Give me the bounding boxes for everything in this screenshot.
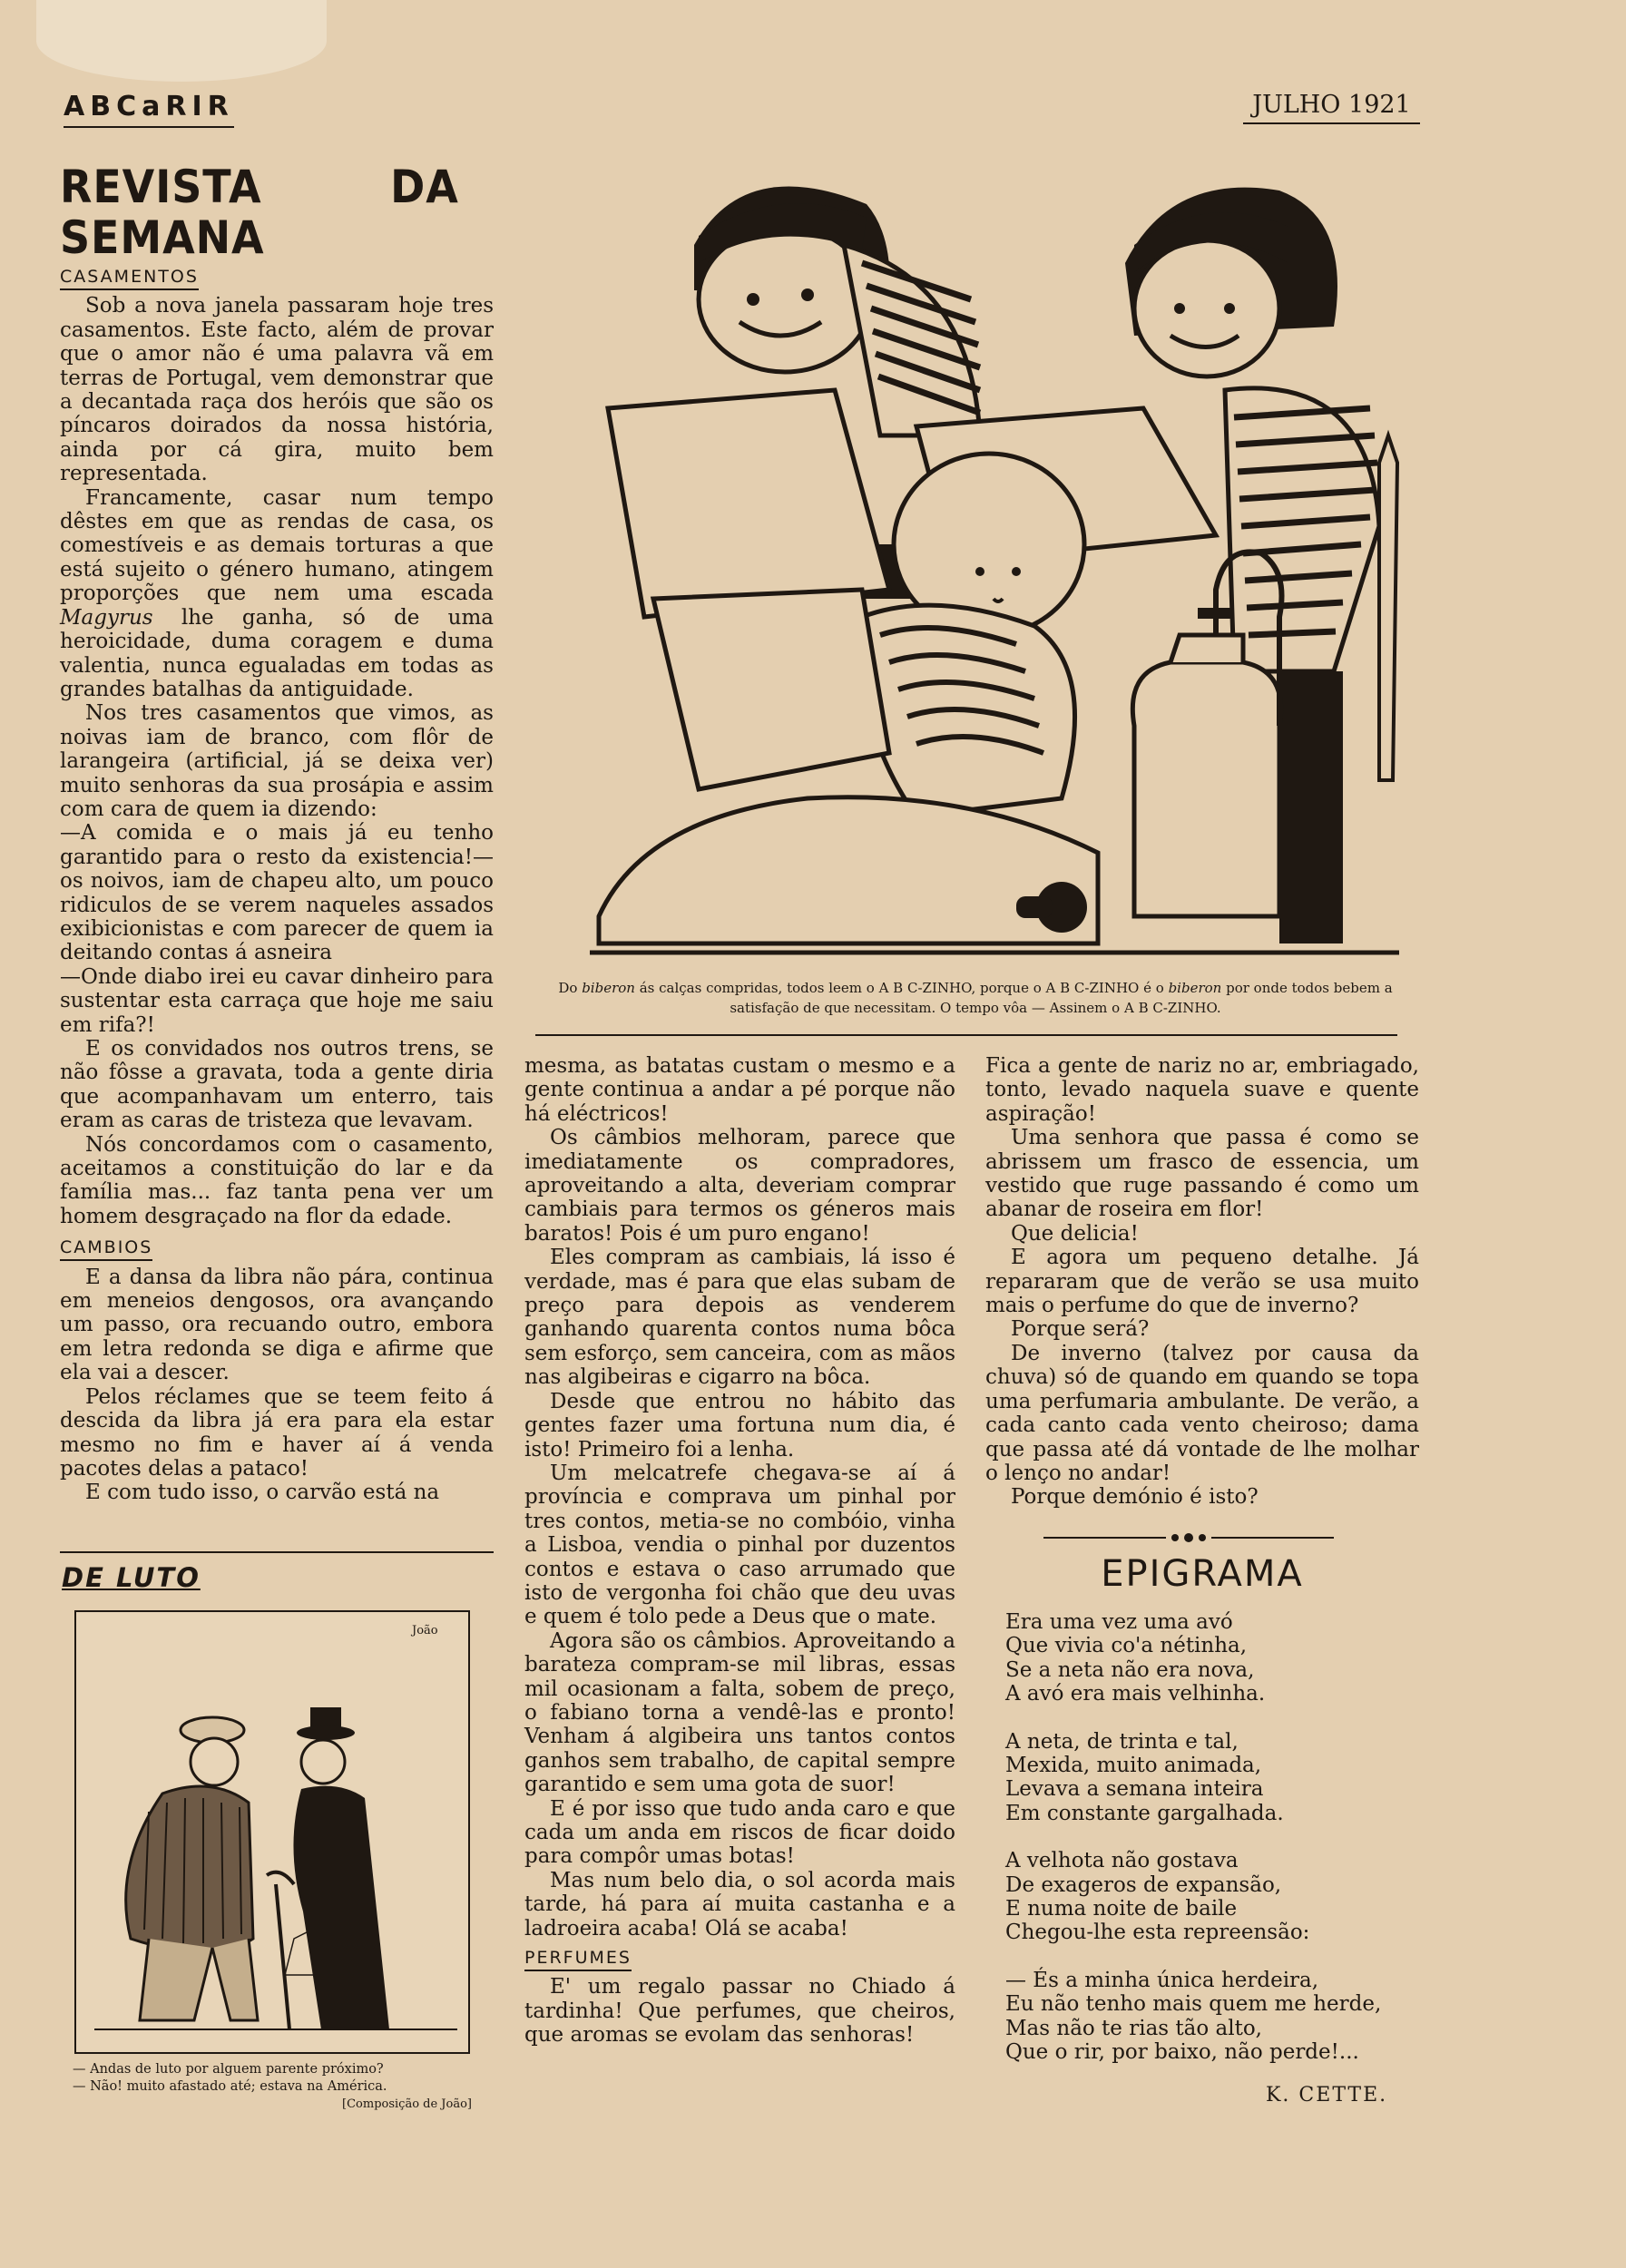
paragraph: Mas num belo dia, o sol acorda mais tarde, há para aí muita castanha e a ladroeira acaba! Olá se acaba!: [524, 1868, 955, 1941]
de-luto-title: DE LUTO: [62, 1562, 201, 1593]
paragraph: Porque será?: [1011, 1317, 1150, 1342]
dialog-line: — Andas de luto por alguem parente próximo?: [73, 2062, 384, 2077]
paper-stain: [36, 0, 327, 82]
issue-date: JULHO 1921: [1243, 91, 1420, 124]
paragraph: Um melcatrefe chegava-se aí á província e comprava um pinhal por tres contos, metia-se no combóio, vinha a Lisboa, vendia o pinhal por duzentos contos e estava o caso arrumado que isto de vergonha foi chão que deu uvas e quem é tolo pede a Deus que o mate.: [524, 1461, 955, 1629]
paragraph: Agora são os câmbios. Aproveitando a barateza compram-se mil libras, essas mil ocasionam a falta, sobem de preço, o fabiano torna a vendê-las e pronto! Venham á algibeira uns tantos contos ganhos sem trabalho, de capital sempre garantido e sem uma gota de suor!: [524, 1628, 955, 1797]
paragraph: E agora um pequeno detalhe. Já repararam que de verão se usa muito mais o perfume do que de inverno?: [985, 1246, 1419, 1318]
two-men-illustration: [76, 1612, 468, 2052]
poem-stanza: Era uma vez uma avó Que vivia co'a nétinha, Se a neta não era nova, A avó era mais velhinha.: [1005, 1610, 1266, 1706]
section-rule: [60, 1551, 494, 1553]
epigrama-poem: [1005, 1610, 1432, 2088]
paragraph: mesma, as batatas custam o mesmo e a gente continua a andar a pé porque não há eléctricos!: [524, 1054, 955, 1126]
paragraph: Os câmbios melhoram, parece que imediatamente os compradores, aproveitando a alta, deveriam comprar cambiais para termos os géneros mais baratos! Pois é um puro engano!: [524, 1126, 955, 1246]
ornament-divider: [1043, 1529, 1334, 1547]
paragraph: Fica a gente de nariz no ar, embriagado, tonto, levado naquela suave e quente aspiração!: [985, 1054, 1419, 1126]
masthead-left: ABCaRIR: [64, 91, 234, 128]
paragraph: Pelos réclames que se teem feito á descida da libra já era para ela estar mesmo no fim e haver aí á venda pacotes delas a pataco!: [60, 1384, 494, 1481]
paragraph: E é por isso que tudo anda caro e que cada um anda em riscos de ficar doido para compôr umas botas!: [524, 1796, 955, 1869]
column-1: [60, 161, 494, 1505]
paragraph: E' um regalo passar no Chiado á tardinha! Que perfumes, que cheiros, que aromas se evolam das senhoras!: [524, 1975, 955, 2048]
paragraph: Nós concordamos com o casamento, aceitamos a constituição do lar e da família mas... faz tanta pena ver um homem desgraçado na flor da edade.: [60, 1132, 494, 1228]
cartoon-caption: Do biberon ás calças compridas, todos leem o A B C-ZINHO, porque o A B C-ZINHO é o biberon por onde todos bebem a satisfação de que necessitam. O tempo vôa — Assinem o A B C-ZINHO.: [558, 980, 1393, 1016]
paragraph: Desde que entrou no hábito das gentes fazer uma fortuna num dia, é isto! Primeiro foi a lenha.: [524, 1389, 955, 1461]
paragraph: E com tudo isso, o carvão está na: [85, 1481, 440, 1505]
column-2: [524, 1054, 955, 2048]
cartoon-signature: João: [412, 1624, 438, 1637]
paragraph: Que delicia!: [1011, 1221, 1139, 1246]
paragraph: De inverno (talvez por causa da chuva) só de quando em quando se topa uma perfumaria ambulante. De verão, a cada canto cada vento cheiroso; dama que passa até dá vontade de lhe molhar o lenço no andar!: [985, 1341, 1419, 1485]
poem-stanza: A neta, de trinta e tal, Mexida, muito animada, Levava a semana inteira Em constante gargalhada.: [1005, 1729, 1284, 1825]
de-luto-caption: [73, 2061, 472, 2113]
paragraph: —A comida e o mais já eu tenho garantido para o resto da existencia!— os noivos, iam de chapeu alto, um pouco ridiculos de se verem naqueles assados exibicionistas e com parecer de quem ia deitando contas á asneira: [60, 821, 494, 965]
italic-word: Magyrus: [60, 605, 153, 630]
poem-stanza: — És a minha única herdeira, Eu não tenho mais quem me herde, Mas não te rias tão alto, Que o rir, por baixo, não perde!...: [1005, 1968, 1382, 2065]
epigrama-title: EPIGRAMA: [1101, 1553, 1304, 1595]
de-luto-cartoon: [74, 1610, 470, 2054]
dialog-line: — Não! muito afastado até; estava na América.: [73, 2079, 387, 2094]
paragraph: Francamente, casar num tempo dêstes em que as rendas de casa, os comestíveis e as demais torturas a que está sujeito o género humano, atingem proporções que nem uma escada Magyrus lhe ganha, só de uma heroicidade, duma coragem e duma valentia, nunca egualadas em todas as grandes batalhas da antiguidade.: [60, 485, 494, 701]
page-title: REVISTA DA SEMANA: [60, 161, 459, 264]
paragraph: Sob a nova janela passaram hoje tres casamentos. Este facto, além de provar que o amor não é uma palavra vã em terras de Portugal, vem demonstrar que a decantada raça dos heróis que são os píncaros doirados da nossa história, ainda por cá gira, muito bem representada.: [60, 294, 494, 486]
paragraph: Uma senhora que passa é como se abrissem um frasco de essencia, um vestido que ruge passando é como um abanar de roseira em flor!: [985, 1126, 1419, 1222]
column-3: [985, 1054, 1419, 1510]
section-heading-cambios: CAMBIOS: [60, 1236, 494, 1259]
paragraph: Porque demónio é isto?: [1011, 1485, 1259, 1510]
caption-rule: [535, 1034, 1397, 1036]
section-heading-casamentos: CASAMENTOS: [60, 265, 494, 288]
paragraph: —Onde diabo irei eu cavar dinheiro para sustentar esta carraça que hoje me saiu em rifa?!: [60, 964, 494, 1037]
poem-stanza: A velhota não gostava De exageros de expansão, E numa noite de baile Chegou-lhe esta repreensão:: [1005, 1849, 1310, 1945]
paragraph: Nos tres casamentos que vimos, as noivas iam de branco, com flôr de larangeira (artificial, já se deixa ver) muito senhoras da sua prosápia e assim com cara de quem ia dizendo:: [60, 701, 494, 821]
cartoon-credit: [Composição de João]: [342, 2097, 472, 2111]
paragraph: E os convidados nos outros trens, se não fôsse a gravata, toda a gente diria que acompanhavam um enterro, tais eram as caras de tristeza que levavam.: [60, 1037, 494, 1133]
section-heading-perfumes: PERFUMES: [524, 1946, 955, 1970]
poem-author: K. CETTE.: [1266, 2084, 1388, 2107]
paragraph: E a dansa da libra não pára, continua em meneios dengosos, ora avançando um passo, ora recuando outro, embora em letra redonda se diga e afirme que ela vai a descer.: [60, 1265, 494, 1385]
family-reading-cartoon: [590, 163, 1399, 962]
paragraph: Eles compram as cambiais, lá isso é verdade, mas é para que elas subam de preço para depois as venderem ganhando quarenta contos numa bôca sem esforço, sem canceira, com as mãos nas algibeiras e cigarro na bôca.: [524, 1246, 955, 1390]
